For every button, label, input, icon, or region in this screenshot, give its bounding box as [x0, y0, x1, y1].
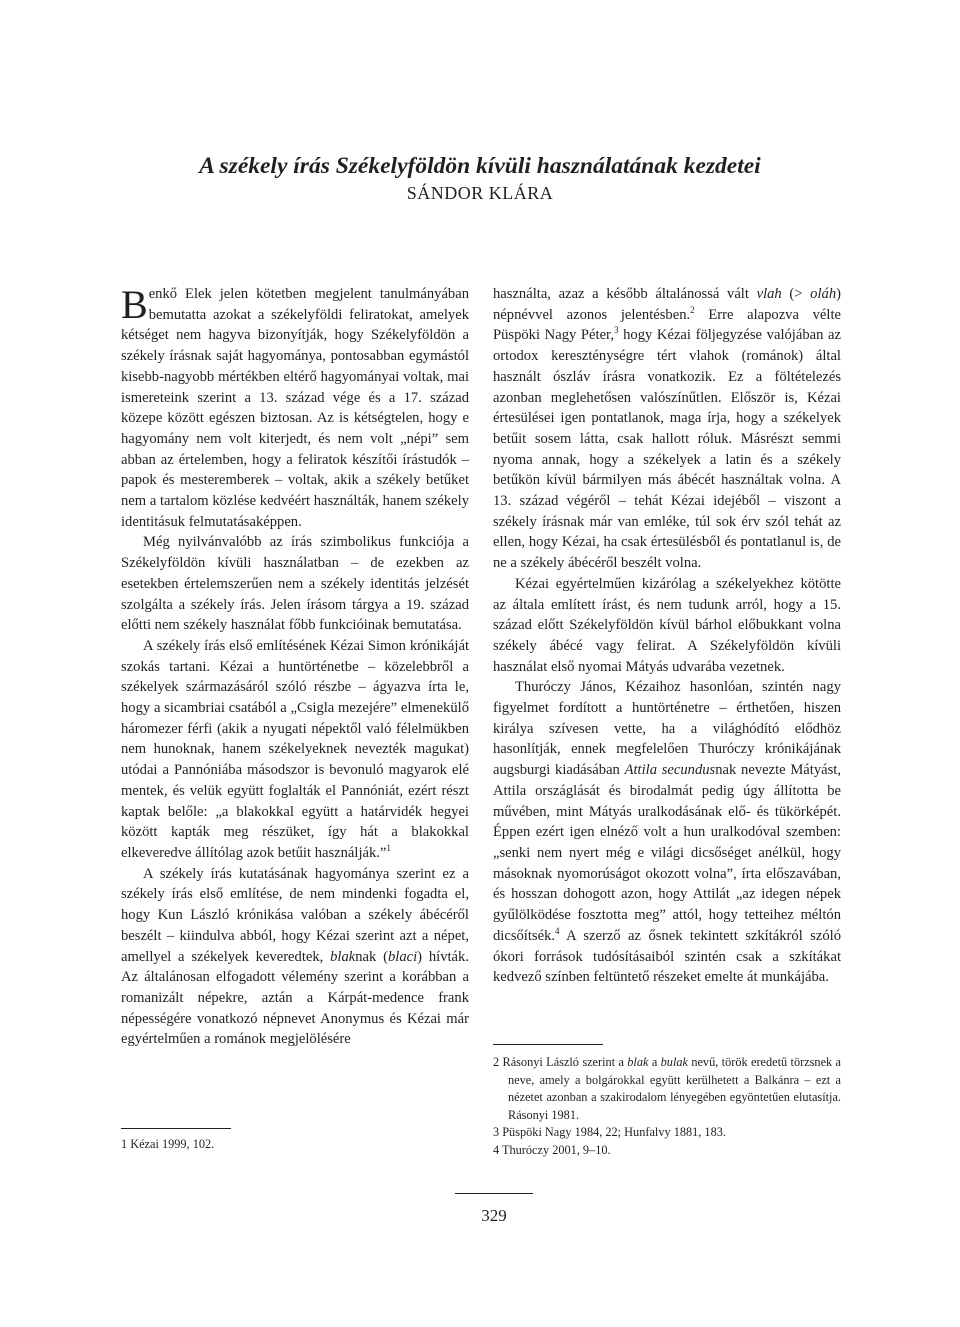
footnote-2: 2 Rásonyi László szerint a blak a bulak nevű, török eredetű törzsnek a neve, amely a bolgárokkal együtt kerülhetett a Balkánra – ezt a nézetet azonban a szakirodalom lényegében egyöntetűen elutasítja. Rásonyi 1981.: [493, 1055, 842, 1122]
paragraph-4: A székely írás kutatásának hagyománya szerint ez a székely írás első említése, de nem mindenki fogadta el, hogy Kun László krónikása valóban a székely ábécéről beszélt – kiindulva abból, hogy Kézai szerint azt a népet, amellyel a székelyek keveredtek, blaknak (blaci) hívták. Az általánosan elfogadott vélemény szerint a korábban a romanizált népekre, aztán a Kárpát-medence frank népességére vonatkozó népnevet Anonymus és Kézai már egyértelműen a románok megjelölésére: [121, 865, 469, 1048]
footnote-ref-3: 3: [613, 325, 619, 336]
right-column: [493, 284, 841, 988]
footnote-1: 1 Kézai 1999, 102.: [121, 1137, 215, 1151]
paragraph-2: Még nyilvánvalóbb az írás szimbolikus funkciója a Székelyföldön kívüli használatban – de ezekben az esetekben értelemszerűen nem a székely identitás jelzését szolgálta a székely írás. Jelen írásom tárgya a 19. század előtti nem székely használat főbb funkcióinak bemutatása.: [121, 534, 469, 634]
footnote-ref-2: 2: [690, 304, 695, 315]
footnote-divider: [121, 1128, 231, 1129]
paragraph-6: Kézai egyértelműen kizárólag a székelyekhez kötötte az általa említett írást, és nem tudunk arról, hogy a 15. század előtt Székelyföldön kívül bárhol előbukkant volna székely ábécé vagy felirat. A Székelyföldön kívüli használat első nyomai Mátyás udvarába vezetnek.: [493, 575, 841, 675]
article-author: SÁNDOR KLÁRA: [406, 183, 554, 203]
footnotes-left: [121, 1128, 469, 1154]
footnotes-right: [493, 1044, 841, 1160]
article-title: A székely írás Székelyföldön kívüli használatának kezdetei: [199, 152, 761, 179]
paragraph-3: A székely írás első említésének Kézai Simon krónikáját szokás tartani. Kézai a huntörténetbe – közelebbről a székelyek származásáról szóló részbe – ágyazva írta le, hogy a sicambriai csatából a „Csigla mezejére” elmenekülő háromezer férfi (akik a nyugati népektől való félelmükben nem hunoknak, hanem székelyeknek nevezték magukat) utódai a Pannóniába másodszor is bevonuló magyarok elé mentek, és velük együtt foglalták el Pannóniát, ezért részt kaptak belőle: „a blakokkal együtt a határvidék hegyei között kapták meg részüket, így hát a blakokkal elkeveredve állítólag azok betűit használják.”$^1$: [121, 637, 469, 861]
footnote-ref-4: 4: [555, 925, 560, 936]
footnote-4: 4 Thuróczy 2001, 9–10.: [493, 1142, 611, 1157]
paragraph-7: Thuróczy János, Kézaihoz hasonlóan, szintén nagy figyelmet fordított a huntörténetre – érthetően, hiszen királya szívesen vette, ha a világhódító elődhöz hasonlítják, ennek megfelelően Thuróczy krónikájának augsburgi kiadásában Attila secundusnak nevezte Mátyást, Attila országlását és birodalmát pedig úgy állította be művében, mint Mátyás uralkodásának elő- és tükörképét. Éppen ezért igen elnéző volt a hun uralkodóval szemben: „senki nem nyert még e világi dicsőséget anélkül, hogy másoknak nyomorúságot okozott volna”, írta előszavában, és hosszan dohogott azon, hogy Attilát „az idegen népek gyűlölködése fosztotta meg” attól, hogy tetteihez méltón dicsőítsék.$^4$ A szerző az ősnek tekintett szkítákról szóló ókori források tudósításaiból szintén csak a szkítákat kedvező színben feltüntető részeket emelte át munkájába.: [493, 679, 841, 986]
left-column: [121, 284, 469, 1050]
drop-cap: B: [121, 282, 148, 327]
footnote-3: 3 Püspöki Nagy 1984, 22; Hunfalvy 1881, 183.: [493, 1125, 726, 1140]
paragraph-5: használta, azaz a később általánossá vált vlah (> oláh) népnévvel azonos jelentésben.$^2$ Erre alapozva vélte Püspöki Nagy Péter,$^3$ hogy Kézai följegyzése valójában az ortodox kereszténységre tért vlahok (románok) által használt ószláv írásra vonatkozik. Ez a föltételezés azonban meglehetősen valószínűtlen. Először is, Kézai értesülései igen pontatlanok, maga írja, hogy a székelyek betűit sosem látta, csak hallott róluk. Másrészt semmi nyoma annak, hogy a székelyek a latin és a székely betűkön kívül bármilyen más ábécét használtak volna. A 13. század végéről – tehát Kézai idejéből – viszont a székely írásnak már van emléke, túl sok érv szól tehát az ellen, hogy Kézai, ha csak értesülésből és pontatlanul is, de ne a székely ábécéről beszélt volna.: [493, 286, 841, 572]
footnote-divider: [493, 1044, 603, 1045]
page-number-divider: [455, 1193, 533, 1194]
footnote-ref-1: 1: [386, 842, 391, 853]
page-number: 329: [481, 1206, 507, 1225]
paragraph-1: Benkő Elek jelen kötetben megjelent tanulmányában bemutatta azokat a székelyföldi feliratokat, amelyek kétséget nem hagyva bizonyítják, hogy Székelyföldön a székely írásnak saját hagyománya, pontosabban egymástól kisebb-nagyobb mértékben eltérő hagyományai voltak, mai ismereteink szerint a 13. század vége és a 17. század közepe között egészen biztosan. Az is kétségtelen, hogy e hagyomány nem volt kiterjedt, és nem volt „népi” sem abban az értelemben, hogy a feliratok készítői írástudók – papok és mesteremberek – voltak, akik a székely betűket nem a tartalom közlése kedvéért használták, hanem székely identitásuk felmutatásaképpen.: [121, 282, 469, 530]
